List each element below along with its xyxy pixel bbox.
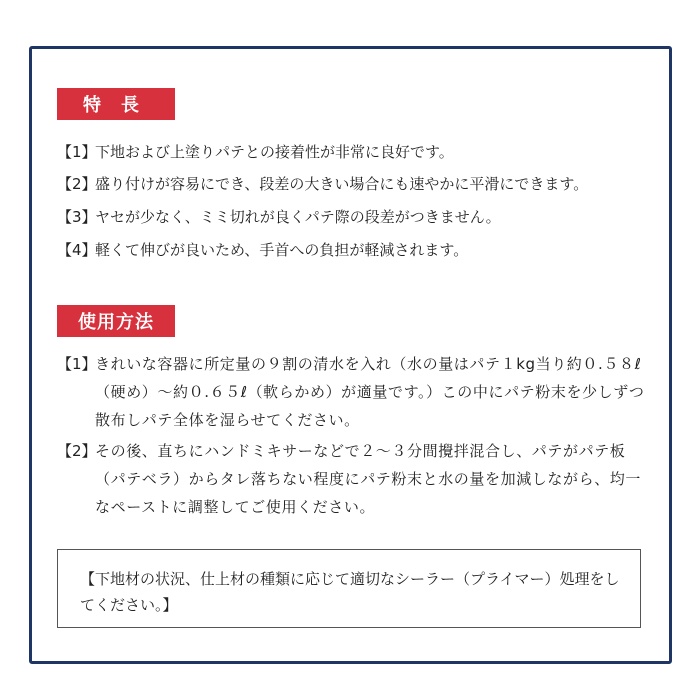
usage-item-1 xyxy=(57,350,647,434)
feature-number-1: 【1】 xyxy=(57,143,97,161)
usage-text-2: その後、直ちにハンドミキサーなどで２～３分間攪拌混合し、パテがパテ板（パテベラ）からタレ落ちない程度にパテ粉末と水の量を加減しながら、均一なペーストに調整してご使用ください。 xyxy=(95,442,642,516)
usage-number-2: 【2】 xyxy=(57,442,97,460)
note-box xyxy=(57,549,641,628)
note-text: 【下地材の状況、仕上材の種類に応じて適切なシーラー（プライマー）処理をしてください。】 xyxy=(80,570,620,614)
feature-item-4 xyxy=(57,239,468,261)
feature-text-2: 盛り付けが容易にでき、段差の大きい場合にも速やかに平滑にできます。 xyxy=(95,175,589,193)
feature-item-2 xyxy=(57,173,588,195)
features-heading: 特長 xyxy=(57,88,175,120)
feature-text-3: ヤセが少なく、ミミ切れが良くパテ際の段差がつきません。 xyxy=(95,208,501,226)
feature-text-1: 下地および上塗りパテとの接着性が非常に良好です。 xyxy=(95,143,454,161)
feature-number-2: 【2】 xyxy=(57,175,97,193)
feature-number-3: 【3】 xyxy=(57,208,97,226)
feature-text-4: 軽くて伸びが良いため、手首への負担が軽減されます。 xyxy=(95,241,469,259)
usage-item-2 xyxy=(57,437,647,521)
usage-heading: 使用方法 xyxy=(57,305,175,337)
feature-number-4: 【4】 xyxy=(57,241,97,259)
usage-text-1: きれいな容器に所定量の９割の清水を入れ（水の量はパテ１kg当り約０.５８ℓ（硬め）～約０.６５ℓ（軟らかめ）が適量です。）この中にパテ粉末を少しずつ散布しパテ全体を湿らせてください。 xyxy=(95,355,645,429)
usage-number-1: 【1】 xyxy=(57,355,97,373)
feature-item-1 xyxy=(57,141,454,163)
feature-item-3 xyxy=(57,206,501,228)
